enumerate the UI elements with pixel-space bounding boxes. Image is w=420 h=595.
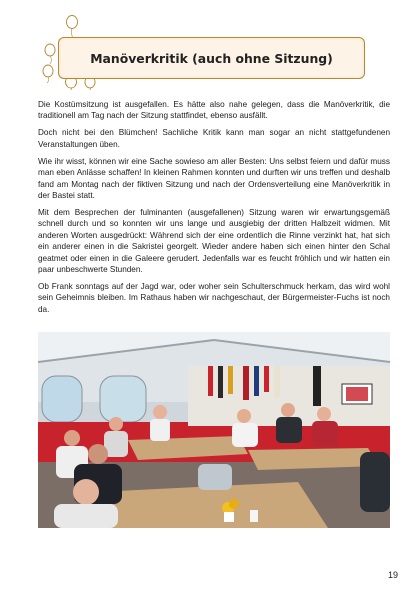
group-photo-illustration bbox=[38, 332, 390, 528]
group-photo bbox=[38, 332, 390, 528]
paragraph: Die Kostümsitzung ist ausgefallen. Es hätte also nahe gelegen, dass die Manöverkritik, die traditionell am Tag nach der Sitzung stattfindet, ebenso ausfällt. bbox=[38, 100, 390, 121]
paragraph: Mit dem Besprechen der fulminanten (ausgefallenen) Sitzung waren wir erwartungsgemäß schnell durch und so konnten wir uns lange und ausgiebig der dritten Halbzeit widmen. Mit anderen Worten ausgedrückt: Während sich der eine ordentlich die Rinne verzinkt hat, hat sich ein anderer einen in die Sakristei georgelt. Wieder andere haben sich einen hinter den Schal geatmet oder einen in die Galeere gerudert. Jedenfalls war es feucht fröhlich und wir hatten ein paar unbeschwerte Stunden. bbox=[38, 208, 390, 275]
article-body bbox=[38, 99, 390, 321]
paragraph: Doch nicht bei den Blümchen! Sachliche Kritik kann man sogar an nicht stattgefundenen Veranstaltungen üben. bbox=[38, 128, 390, 149]
title-banner bbox=[58, 37, 365, 79]
page-title: Manöverkritik (auch ohne Sitzung) bbox=[90, 50, 333, 66]
page-number: 19 bbox=[388, 570, 399, 580]
paragraph: Wie ihr wisst, können wir eine Sache sowieso am aller Besten: Uns selbst feiern und dafür muss man eben Anlässe schaffen! In kleinen Rahmen konnten und durften wir uns treffen und deshalb fand am Montag nach der fiktiven Sitzung und nach der Ordensverteilung eine Manöverkritik in der Bastei statt. bbox=[38, 156, 390, 201]
paragraph: Ob Frank sonntags auf der Jagd war, oder woher sein Schulterschmuck herkam, das wird wohl sein Geheimnis bleiben. Im Rathaus haben wir nachgeschaut, der Bürgermeister-Fuchs ist noch da. bbox=[38, 282, 390, 314]
